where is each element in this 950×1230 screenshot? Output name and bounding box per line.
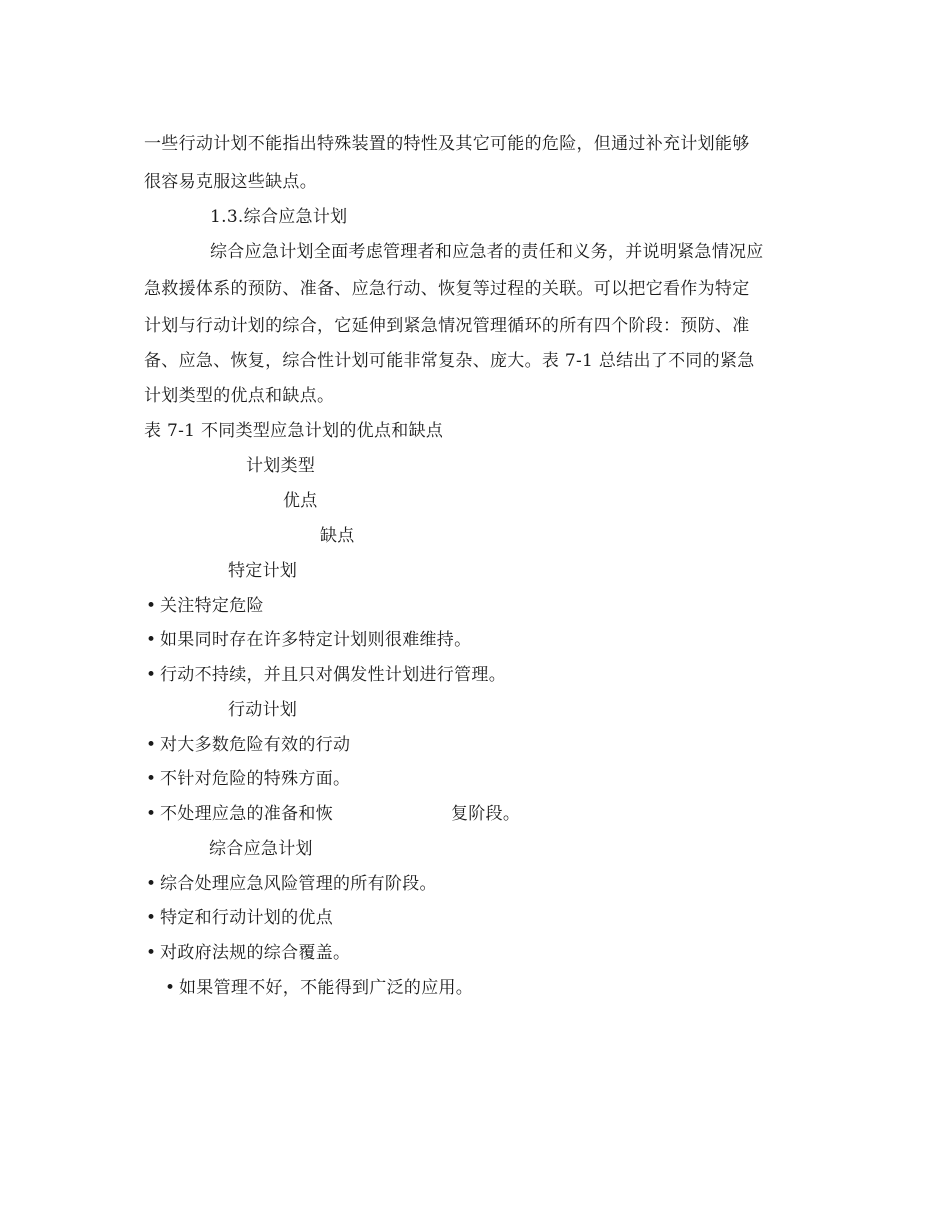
bullet-icon: •: [146, 769, 157, 789]
list-item: [146, 663, 506, 687]
plan-type-name: 综合应急计划: [209, 839, 313, 859]
plan-type-name: 特定计划: [228, 561, 298, 581]
list-item-text: 对大多数危险有效的行动: [160, 735, 351, 755]
list-item-text: 行动不持续，并且只对偶发性计划进行管理。: [160, 665, 506, 685]
bullet-icon: •: [146, 874, 157, 894]
list-item-text: 关注特定危险: [160, 596, 264, 616]
paragraph-line: 急救援体系的预防、准备、应急行动、恢复等过程的关联。可以把它看作为特定: [144, 279, 750, 299]
bullet-icon: •: [146, 735, 157, 755]
paragraph-line: 很容易克服这些缺点。: [144, 172, 317, 192]
bullet-icon: •: [146, 665, 157, 685]
list-item: [146, 594, 264, 618]
list-item-text: 特定和行动计划的优点: [160, 908, 333, 928]
bullet-icon: •: [146, 943, 157, 963]
list-item-text: 如果同时存在许多特定计划则很难维持。: [160, 630, 472, 650]
list-item-text: 如果管理不好，不能得到广泛的应用。: [179, 978, 474, 998]
table-header-pros: 优点: [283, 491, 318, 511]
list-item: [146, 941, 350, 965]
list-item: [165, 976, 473, 1000]
table-caption: 表 7-1 不同类型应急计划的优点和缺点: [144, 421, 444, 441]
list-item-continuation: 复阶段。: [451, 804, 521, 824]
plan-type-name: 行动计划: [228, 700, 298, 720]
paragraph-line: 综合应急计划全面考虑管理者和应急者的责任和义务，并说明紧急情况应: [210, 242, 764, 262]
paragraph-line: 备、应急、恢复，综合性计划可能非常复杂、庞大。表 7-1 总结出了不同的紧急: [144, 351, 755, 371]
bullet-icon: •: [165, 978, 176, 998]
section-heading: 1.3.综合应急计划: [210, 207, 348, 227]
list-item: [146, 733, 350, 757]
list-item-text: 对政府法规的综合覆盖。: [160, 943, 351, 963]
bullet-icon: •: [146, 804, 157, 824]
paragraph-line: 一些行动计划不能指出特殊装置的特性及其它可能的危险，但通过补充计划能够: [144, 134, 750, 154]
list-item: [146, 628, 471, 652]
list-item: [146, 906, 333, 930]
bullet-icon: •: [146, 630, 157, 650]
table-header-type: 计划类型: [246, 456, 316, 476]
table-header-cons: 缺点: [320, 526, 355, 546]
bullet-icon: •: [146, 596, 157, 616]
list-item-text: 不针对危险的特殊方面。: [160, 769, 351, 789]
paragraph-line: 计划类型的优点和缺点。: [144, 386, 335, 406]
list-item: [146, 802, 333, 826]
list-item-text: 不处理应急的准备和恢: [160, 804, 333, 824]
paragraph-line: 计划与行动计划的综合，它延伸到紧急情况管理循环的所有四个阶段：预防、准: [144, 316, 750, 336]
list-item-text: 综合处理应急风险管理的所有阶段。: [160, 874, 437, 894]
list-item: [146, 767, 350, 791]
list-item: [146, 872, 437, 896]
bullet-icon: •: [146, 908, 157, 928]
